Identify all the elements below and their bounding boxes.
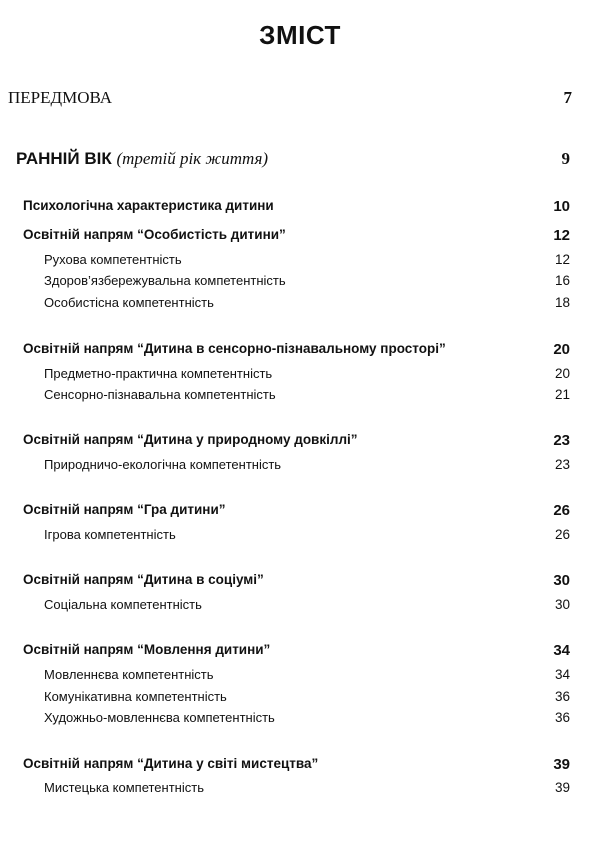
toc-item[interactable]: [0, 780, 600, 802]
toc-item[interactable]: [0, 667, 600, 689]
toc-item-label: Художньо-мовленнєва компетентність: [44, 710, 275, 725]
toc-item[interactable]: [0, 387, 600, 409]
toc-item-page: 30: [554, 597, 570, 612]
toc-item[interactable]: [0, 457, 600, 479]
toc-item[interactable]: [0, 273, 600, 295]
toc-part-title: РАННІЙ ВІК: [16, 149, 112, 168]
toc-item[interactable]: [0, 295, 600, 317]
toc-part-page: 9: [561, 149, 570, 168]
toc-section-label: Освітній напрям “Особистість дитини”: [23, 227, 286, 242]
toc-section[interactable]: [0, 756, 600, 778]
toc-item-page: 34: [554, 667, 570, 682]
toc-section-page: 20: [553, 341, 570, 358]
toc-item-label: Ігрова компетентність: [44, 527, 176, 542]
page-title: ЗМІСТ: [259, 20, 341, 50]
toc-item[interactable]: [0, 597, 600, 619]
toc-item[interactable]: [0, 252, 600, 274]
toc-item-page: 39: [554, 780, 570, 795]
toc-item[interactable]: [0, 527, 600, 549]
toc-section[interactable]: [0, 502, 600, 524]
toc-item-page: 18: [554, 295, 570, 310]
toc-item-page: 12: [554, 252, 570, 267]
toc-section-label: Освітній напрям “Дитина у світі мистецтва”: [23, 756, 319, 771]
toc-section-page: 39: [553, 756, 570, 773]
toc-section-label: Освітній напрям “Дитина в сенсорно-пізнавальному просторі”: [23, 341, 446, 356]
toc-section-label: Освітній напрям “Дитина в соціумі”: [23, 572, 264, 587]
toc-section-page: 26: [553, 502, 570, 519]
toc-item-label: Мистецька компетентність: [44, 780, 204, 795]
toc-section[interactable]: [0, 432, 600, 454]
toc-section[interactable]: [0, 227, 600, 249]
toc-part-label: [16, 149, 268, 169]
toc-section[interactable]: [0, 642, 600, 664]
toc-item-label: Комунікативна компетентність: [44, 689, 227, 704]
toc-item-page: 36: [554, 689, 570, 704]
toc-section-page: 30: [553, 572, 570, 589]
toc-item-label: Здоров’язбережувальна компетентність: [44, 273, 286, 288]
toc-item-label: Сенсорно-пізнавальна компетентність: [44, 387, 276, 402]
toc-preface[interactable]: [0, 88, 600, 110]
toc-item-label: Особистісна компетентність: [44, 295, 214, 310]
toc-item-label: Соціальна компетентність: [44, 597, 202, 612]
toc-part[interactable]: [0, 149, 600, 171]
toc-psych-page: 10: [553, 198, 570, 215]
toc-item-label: Мовленнєва компетентність: [44, 667, 214, 682]
toc-item-page: 16: [554, 273, 570, 288]
toc-psych-label: Психологічна характеристика дитини: [23, 198, 274, 213]
toc-section-label: Освітній напрям “Гра дитини”: [23, 502, 226, 517]
toc-item[interactable]: [0, 366, 600, 388]
toc-section-page: 12: [553, 227, 570, 244]
toc-item[interactable]: [0, 710, 600, 732]
toc-item[interactable]: [0, 689, 600, 711]
toc-item-page: 36: [554, 710, 570, 725]
toc-section[interactable]: [0, 572, 600, 594]
toc-item-label: Рухова компетентність: [44, 252, 182, 267]
toc-item-page: 26: [554, 527, 570, 542]
toc-item-page: 23: [554, 457, 570, 472]
toc-section-page: 34: [553, 642, 570, 659]
toc-preface-label: ПЕРЕДМОВА: [8, 88, 113, 107]
toc-item-page: 20: [554, 366, 570, 381]
toc-part-subtitle: (третій рік життя): [116, 149, 269, 168]
toc-psych[interactable]: [0, 198, 600, 220]
toc-item-page: 21: [554, 387, 570, 402]
toc-item-label: Природничо-екологічна компетентність: [44, 457, 282, 472]
toc-section-page: 23: [553, 432, 570, 449]
toc-section[interactable]: [0, 341, 600, 363]
toc-section-label: Освітній напрям “Дитина у природному довкіллі”: [23, 432, 358, 447]
toc-section-label: Освітній напрям “Мовлення дитини”: [23, 642, 271, 657]
toc-preface-page: 7: [563, 88, 572, 107]
toc-item-label: Предметно-практична компетентність: [44, 366, 273, 381]
